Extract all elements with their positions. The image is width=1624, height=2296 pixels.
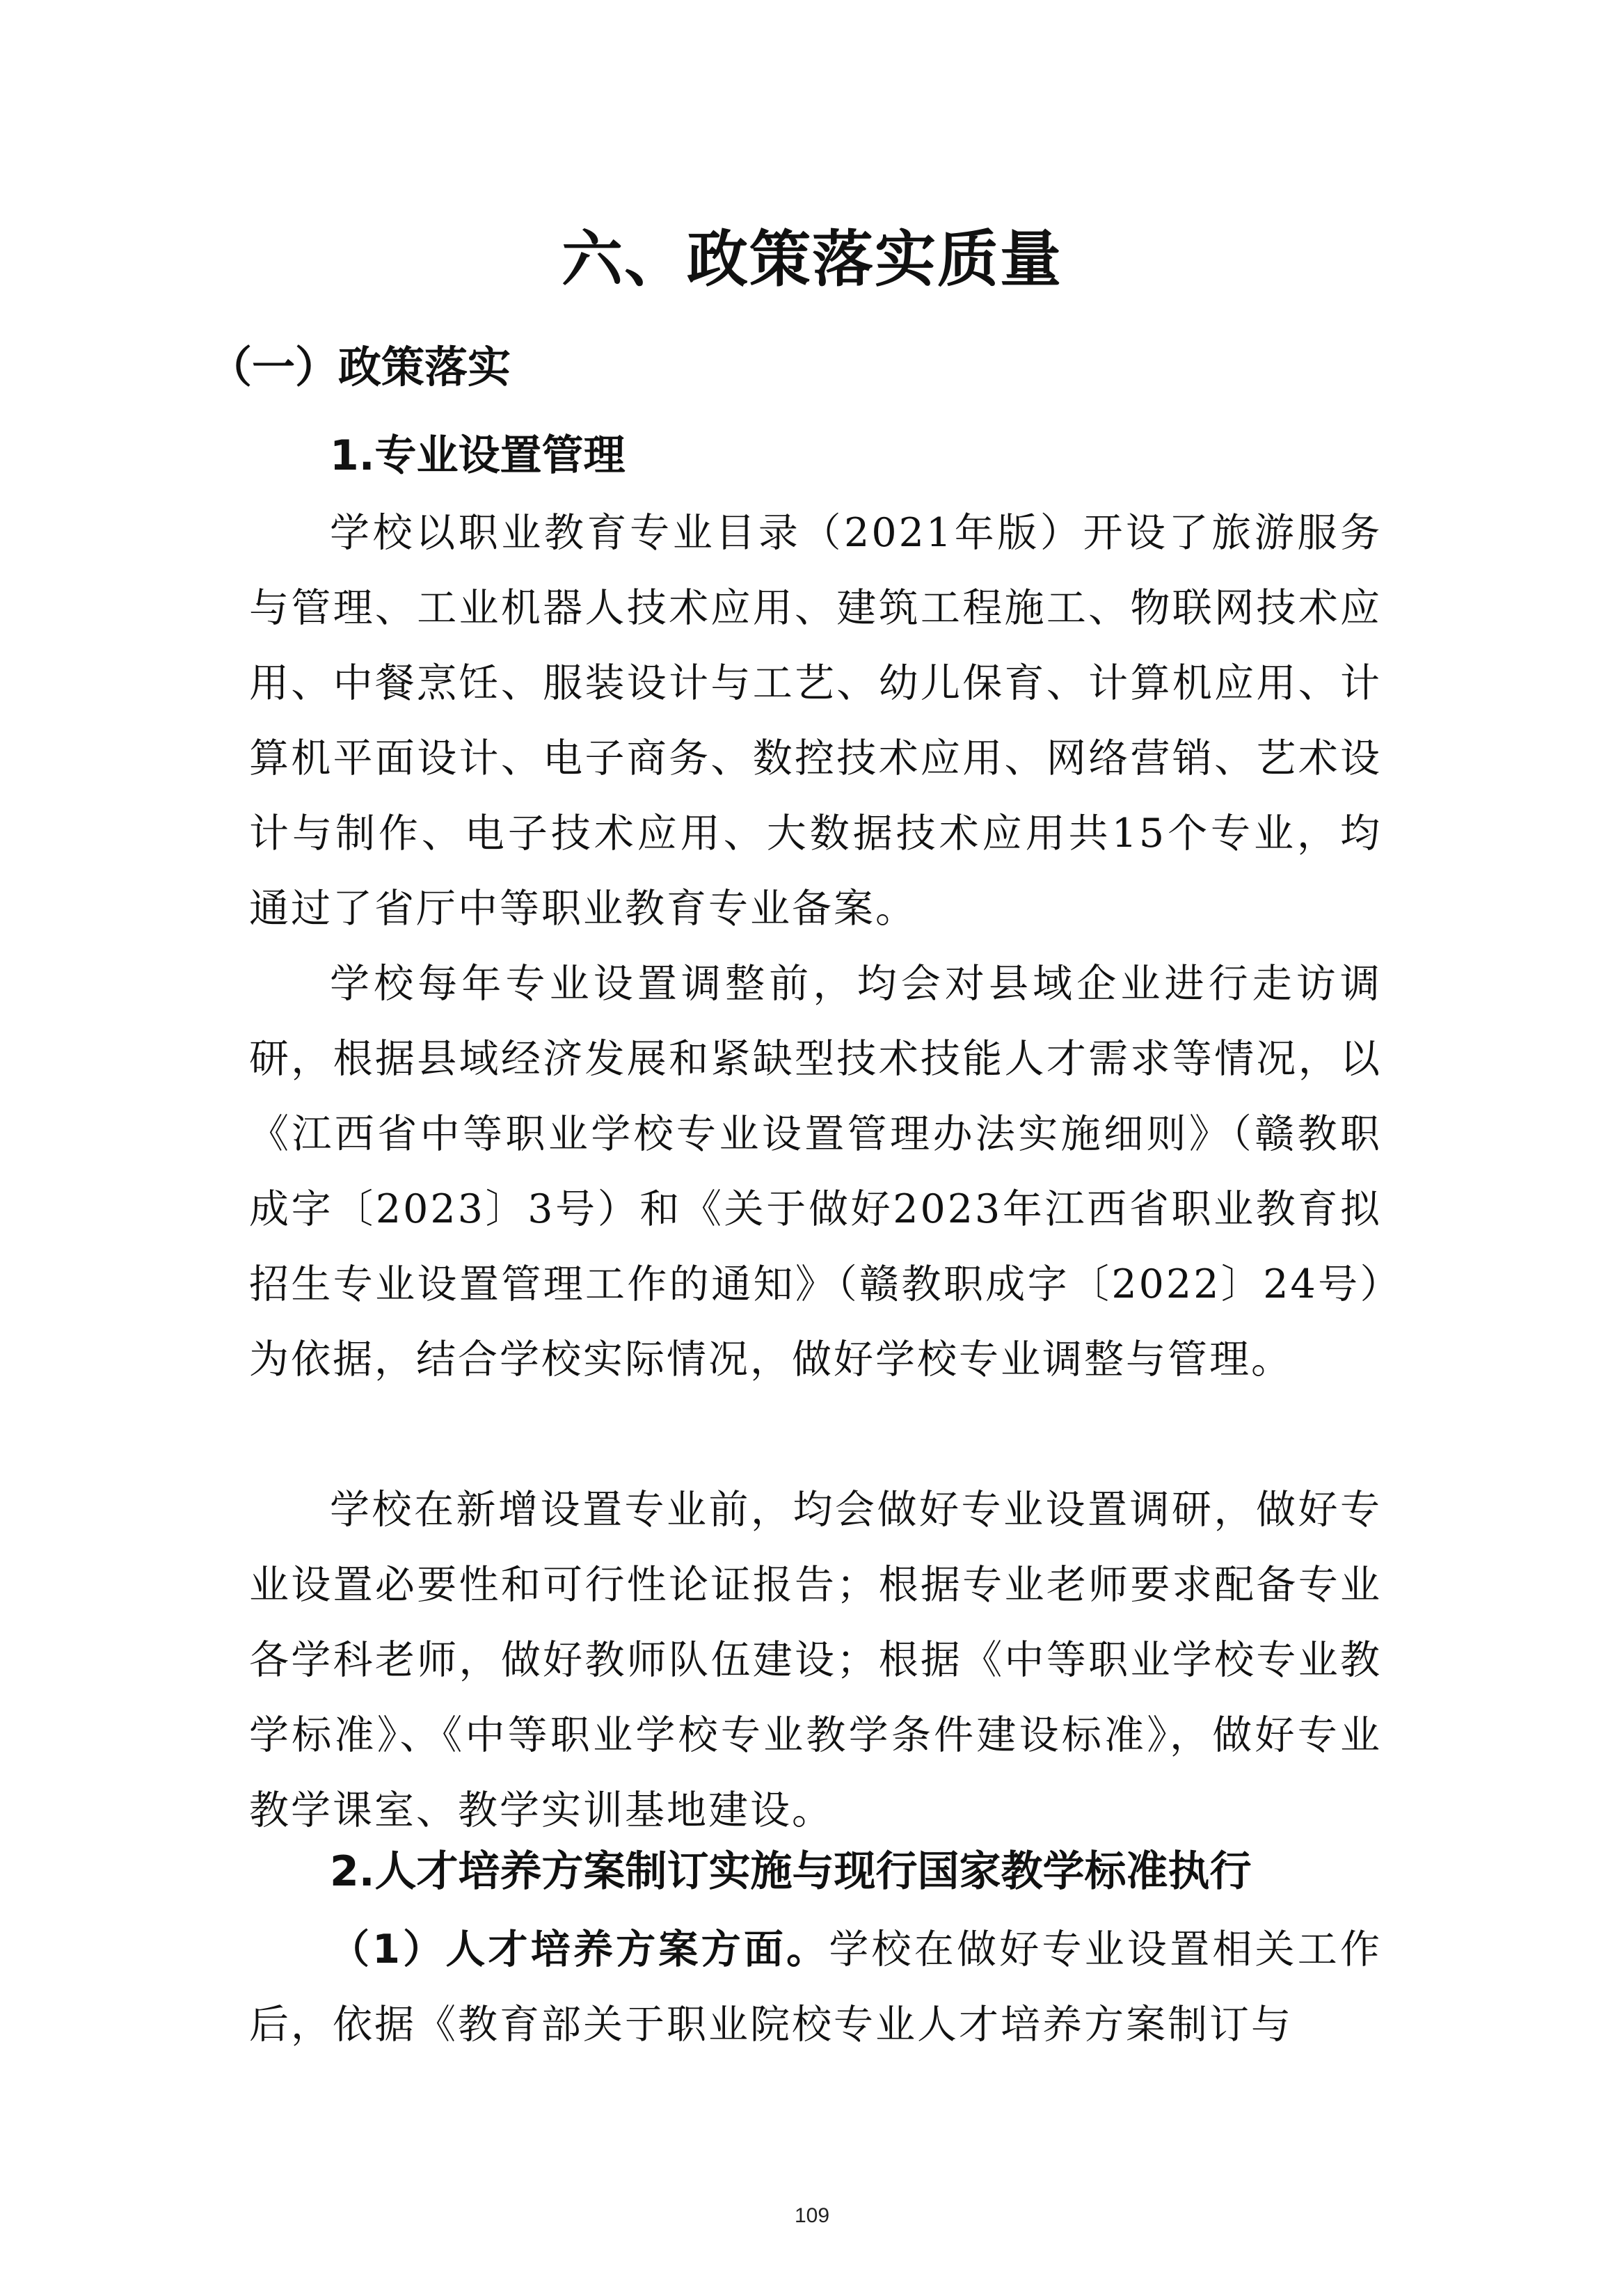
paragraph-new-major-setup: 学校在新增设置专业前，均会做好专业设置调研，做好专业设置必要性和可行性论证报告；根据专业老师要求配备专业各学科老师，做好教师队伍建设；根据《中等职业学校专业教学标准》、《中等职业学校专业教学条件建设标准》，做好专业教学课室、教学实训基地建设。 [249,1487,1382,1833]
paragraph-body: 学校在做好专业设置相关工作后，依据《教育部关于职业院校专业人才培养方案制订与 [249,1927,1382,2048]
subheading-major-management: 1.专业设置管理 [330,431,626,480]
section-heading: （一）政策落实 [209,342,511,392]
page-number: 109 [794,2204,830,2227]
chapter-title: 六、政策落实质量 [561,223,1062,295]
subheading-training-plan: 2.人才培养方案制订实施与现行国家教学标准执行 [330,1847,1252,1896]
paragraph-lead: （1）人才培养方案方面。 [330,1927,829,1972]
paragraph-major-adjustment: 学校每年专业设置调整前，均会对县域企业进行走访调研，根据县域经济发展和紧缺型技术技能人才需求等情况，以《江西省中等职业学校专业设置管理办法实施细则》（赣教职成字〔2023〕3号）和《关于做好2023年江西省职业教育拟招生专业设置管理工作的通知》（赣教职成字〔2022〕24号）为依据，结合学校实际情况，做好学校专业调整与管理。 [249,961,1382,1382]
paragraph-major-list: 学校以职业教育专业目录（2021年版）开设了旅游服务与管理、工业机器人技术应用、建筑工程施工、物联网技术应用、中餐烹饪、服装设计与工艺、幼儿保育、计算机应用、计算机平面设计、电子商务、数控技术应用、网络营销、艺术设计与制作、电子技术应用、大数据技术应用共15个专业，均通过了省厅中等职业教育专业备案。 [249,510,1382,932]
paragraph-training-plan [249,1912,1382,2062]
